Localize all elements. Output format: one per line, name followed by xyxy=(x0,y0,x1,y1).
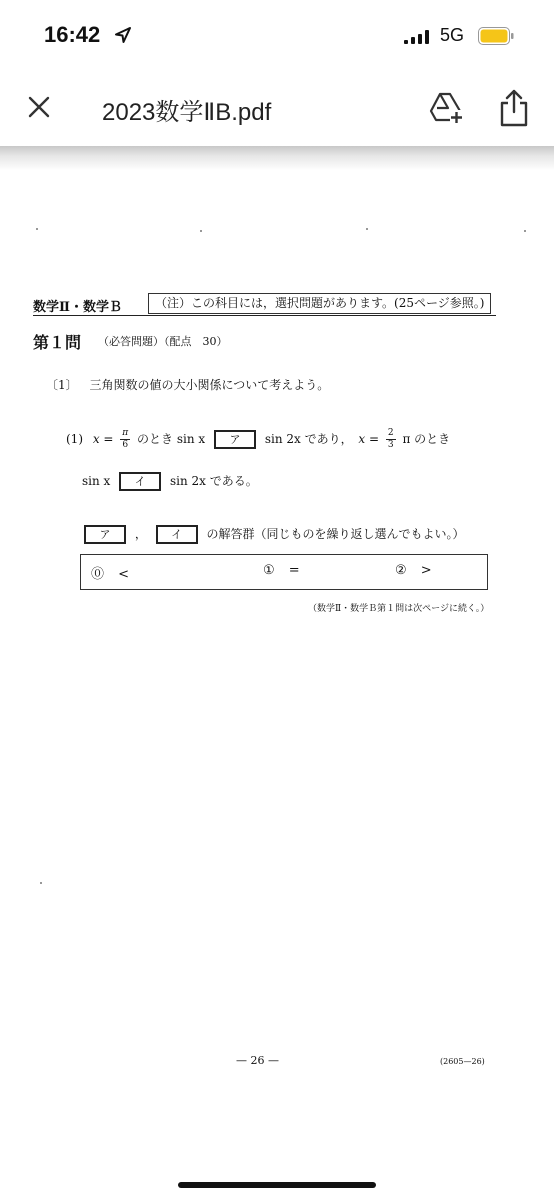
status-bar xyxy=(0,0,554,70)
scan-speck xyxy=(524,230,526,232)
choice-0[interactable] xyxy=(91,563,129,582)
share-icon[interactable] xyxy=(498,88,530,128)
fraction-denominator: 6 xyxy=(122,440,129,450)
status-time: 16:42 xyxy=(44,22,101,47)
fraction-denominator: 3 xyxy=(387,440,394,450)
answer-choices xyxy=(80,554,488,590)
answer-box-a-ref: ア xyxy=(84,525,126,544)
answer-group-heading xyxy=(84,525,465,544)
choice-number: ⓪ xyxy=(91,567,105,582)
pdf-page xyxy=(0,170,554,1180)
scan-speck xyxy=(200,230,202,232)
choice-symbol: = xyxy=(288,563,300,578)
header-rule xyxy=(33,315,496,316)
comma: ， xyxy=(134,527,147,541)
problem-line-2 xyxy=(82,472,258,491)
question-meta: （必答問題）（配点 30） xyxy=(98,335,228,348)
fraction-2-over-3 xyxy=(386,428,396,451)
choice-symbol: < xyxy=(118,567,130,582)
file-title: 2023数学ⅡB.pdf xyxy=(102,99,272,126)
page-number: — 26 — xyxy=(236,1054,279,1067)
sub-label: (1) xyxy=(66,432,83,446)
choice-number: ① xyxy=(263,563,275,578)
sin2x-text: sin 2x であり， xyxy=(264,432,353,446)
pi-text: π のとき xyxy=(402,432,451,446)
network-type: 5G xyxy=(440,25,465,45)
sin-x-text: sin x xyxy=(82,474,111,488)
question-title: 第１問 xyxy=(33,333,82,352)
close-icon[interactable] xyxy=(24,92,54,122)
answer-box-i[interactable]: イ xyxy=(119,472,161,491)
fraction-pi-over-6 xyxy=(120,428,130,451)
choice-symbol: > xyxy=(420,563,432,578)
part-heading xyxy=(46,376,329,393)
viewer-toolbar xyxy=(0,70,554,150)
subject-title: 数学Ⅱ・数学Ｂ xyxy=(33,300,122,315)
x-equals: x = xyxy=(358,432,380,446)
choice-1[interactable] xyxy=(263,563,300,578)
page-code: (2605—26) xyxy=(440,1057,485,1066)
selection-notice: （注）この科目には，選択問題があります。(25ページ参照。) xyxy=(148,293,491,314)
scan-speck xyxy=(366,228,368,230)
answer-box-i-ref: イ xyxy=(156,525,198,544)
x-equals: x = xyxy=(92,432,114,446)
choice-number: ② xyxy=(395,563,407,578)
fraction-numerator: 2 xyxy=(387,428,394,438)
answer-box-a[interactable]: ア xyxy=(214,430,256,449)
add-to-drive-icon[interactable] xyxy=(428,90,464,126)
scan-speck xyxy=(40,882,42,884)
part-label: 〔1〕 xyxy=(46,378,78,392)
fraction-numerator: π xyxy=(122,428,129,438)
problem-line-1 xyxy=(66,428,450,451)
scan-speck xyxy=(36,228,38,230)
home-indicator[interactable] xyxy=(178,1182,376,1188)
answer-group-text: の解答群（同じものを繰り返し選んでもよい。） xyxy=(206,527,465,541)
signal-strength-icon xyxy=(404,30,430,44)
continued-note: （数学Ⅱ・数学Ｂ第１問は次ページに続く。） xyxy=(308,604,490,614)
choice-2[interactable] xyxy=(395,563,432,578)
battery-icon xyxy=(478,27,514,45)
location-arrow-icon xyxy=(114,26,132,44)
sin2x-text: sin 2x である。 xyxy=(169,474,258,488)
toolbar-shadow xyxy=(0,146,554,170)
sin-x-text: のとき sin x xyxy=(137,432,206,446)
part-text: 三角関数の値の大小関係について考えよう。 xyxy=(89,378,330,392)
